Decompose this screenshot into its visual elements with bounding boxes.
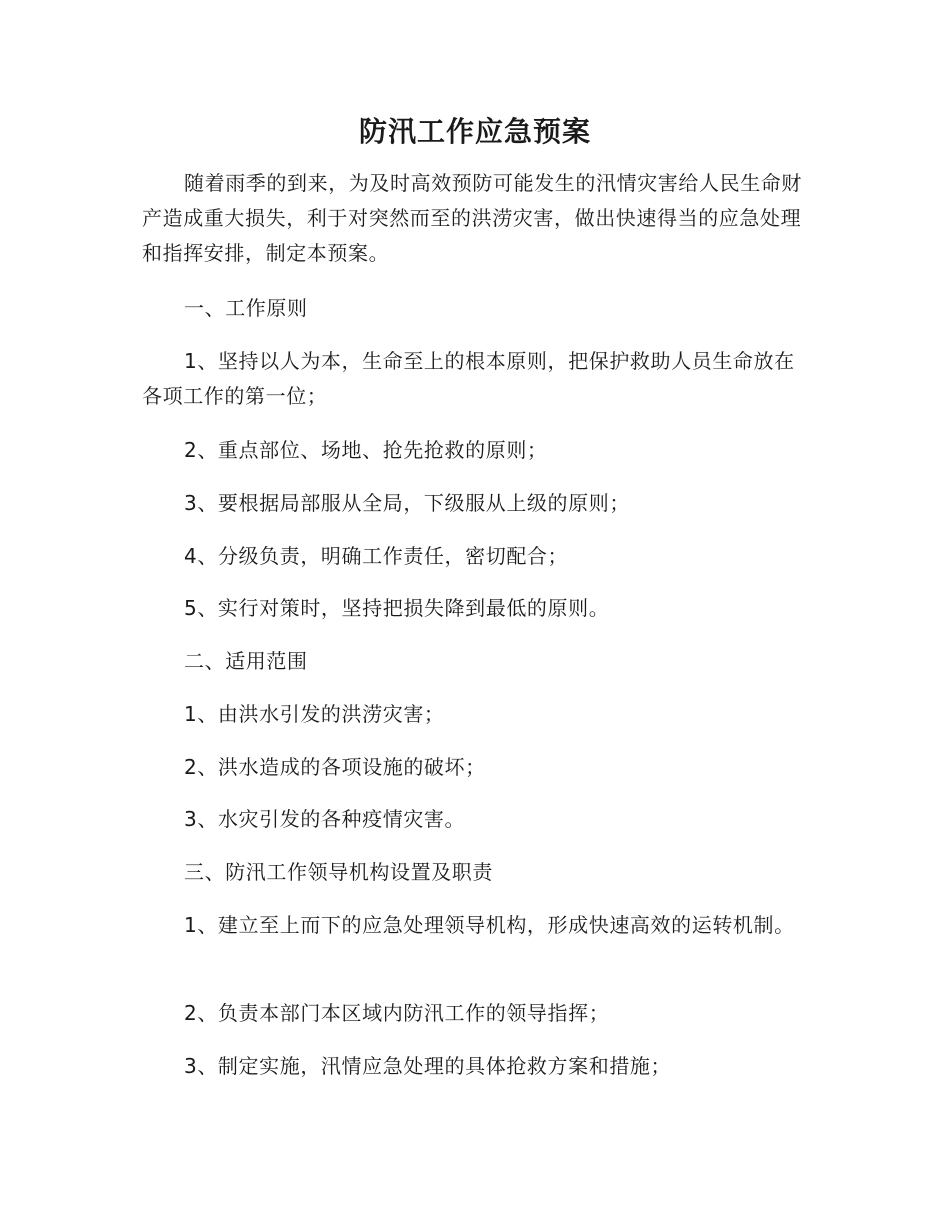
- scope-item-1: 1、由洪水引发的洪涝灾害；: [184, 702, 445, 726]
- principle-item-2: 2、重点部位、场地、抢先抢救的原则；: [184, 438, 548, 462]
- scope-item-2: 2、洪水造成的各项设施的破坏；: [184, 755, 486, 779]
- section-heading-scope: 二、适用范围: [184, 649, 308, 673]
- principle-item-1: 1、坚持以人为本，生命至上的根本原则，把保护救助人员生命放在各项工作的第一位；: [142, 349, 795, 408]
- organization-item-2: 2、负责本部门本区域内防汛工作的领导指挥；: [184, 1001, 610, 1025]
- document-title: 防汛工作应急预案: [358, 115, 591, 148]
- principle-item-4: 4、分级负责，明确工作责任，密切配合；: [184, 544, 569, 568]
- section-heading-organization: 三、防汛工作领导机构设置及职责: [184, 860, 493, 884]
- principle-item-5: 5、实行对策时，坚持把损失降到最低的原则。: [184, 596, 610, 620]
- principle-item-3: 3、要根据局部服从全局，下级服从上级的原则；: [184, 491, 630, 515]
- section-heading-principles: 一、工作原则: [184, 296, 308, 320]
- organization-item-1: 1、建立至上而下的应急处理领导机构，形成快速高效的运转机制。: [184, 913, 795, 937]
- organization-item-3: 3、制定实施，汛情应急处理的具体抢救方案和措施；: [184, 1054, 672, 1078]
- intro-paragraph: 随着雨季的到来，为及时高效预防可能发生的汛情灾害给人民生命财产造成重大损失，利于对突然而至的洪涝灾害，做出快速得当的应急处理和指挥安排，制定本预案。: [142, 171, 802, 265]
- scope-item-3: 3、水灾引发的各种疫情灾害。: [184, 807, 466, 831]
